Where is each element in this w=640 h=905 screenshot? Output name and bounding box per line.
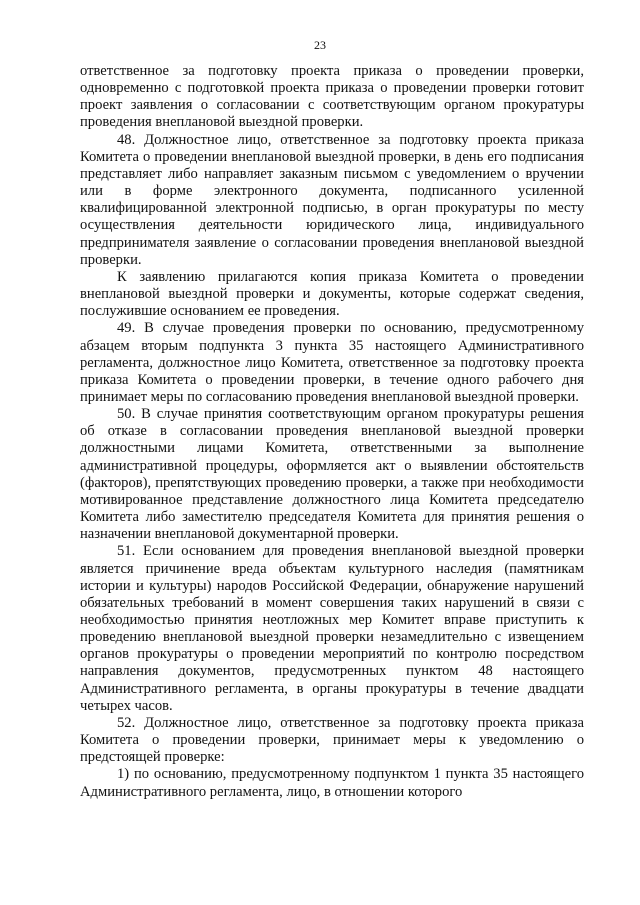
paragraph-52-item-1: 1) по основанию, предусмотренному подпунктом 1 пункта 35 настоящего Административного регламента, лицо, в отношении которого	[80, 766, 584, 800]
paragraph-48: 48. Должностное лицо, ответственное за подготовку проекта приказа Комитета о проведении внеплановой выездной проверки, в день его подписания представляет либо направляет заказным письмом с уведомлением о вручении или в форме электронного документа, подписанного усиленной квалифицированной электронной подписью, в орган прокуратуры по месту осуществления деятельности юридического лица, индивидуального предпринимателя заявление о согласовании проведения внеплановой выездной проверки.	[80, 131, 584, 268]
document-body	[80, 63, 584, 801]
paragraph-48-attachment: К заявлению прилагаются копия приказа Комитета о проведении внеплановой выездной проверки и документы, которые содержат сведения, послужившие основанием ее проведения.	[80, 268, 584, 320]
paragraph-52: 52. Должностное лицо, ответственное за подготовку проекта приказа Комитета о проведении проверки, принимает меры к уведомлению о предстоящей проверке:	[80, 714, 584, 766]
page-number: 23	[314, 38, 326, 52]
paragraph-51: 51. Если основанием для проведения внеплановой выездной проверки является причинение вреда объектам культурного наследия (памятникам истории и культуры) народов Российской Федерации, обнаружение нарушений обязательных требований в момент совершения таких нарушений в связи с необходимостью принятия неотложных мер Комитет вправе приступить к проведению внеплановой выездной проверки незамедлительно с извещением органов прокуратуры о проведении мероприятий по контролю посредством направления документов, предусмотренных пунктом 48 настоящего Административного регламента, в органы прокуратуры в течение двадцати четырех часов.	[80, 543, 584, 714]
paragraph-49: 49. В случае проведения проверки по основанию, предусмотренному абзацем вторым подпункта 3 пункта 35 настоящего Административного регламента, должностное лицо Комитета, ответственное за подготовку проекта приказа Комитета о проведении проверки, в течение одного рабочего дня принимает меры по согласованию проведения внеплановой выездной проверки.	[80, 320, 584, 405]
paragraph-50: 50. В случае принятия соответствующим органом прокуратуры решения об отказе в согласовании проведения внеплановой выездной проверки должностными лицами Комитета, ответственными за выполнение административной процедуры, оформляется акт о выявлении обстоятельств (факторов), препятствующих проведению проверки, а также при необходимости мотивированное представление должностного лица Комитета председателю Комитета либо заместителю председателя Комитета для принятия решения о назначении внеплановой документарной проверки.	[80, 406, 584, 543]
paragraph-continuation: ответственное за подготовку проекта приказа о проведении проверки, одновременно с подготовкой проекта приказа о проведении проверки готовит проект заявления о согласовании с соответствующим органом прокуратуры проведения внеплановой выездной проверки.	[80, 63, 584, 131]
